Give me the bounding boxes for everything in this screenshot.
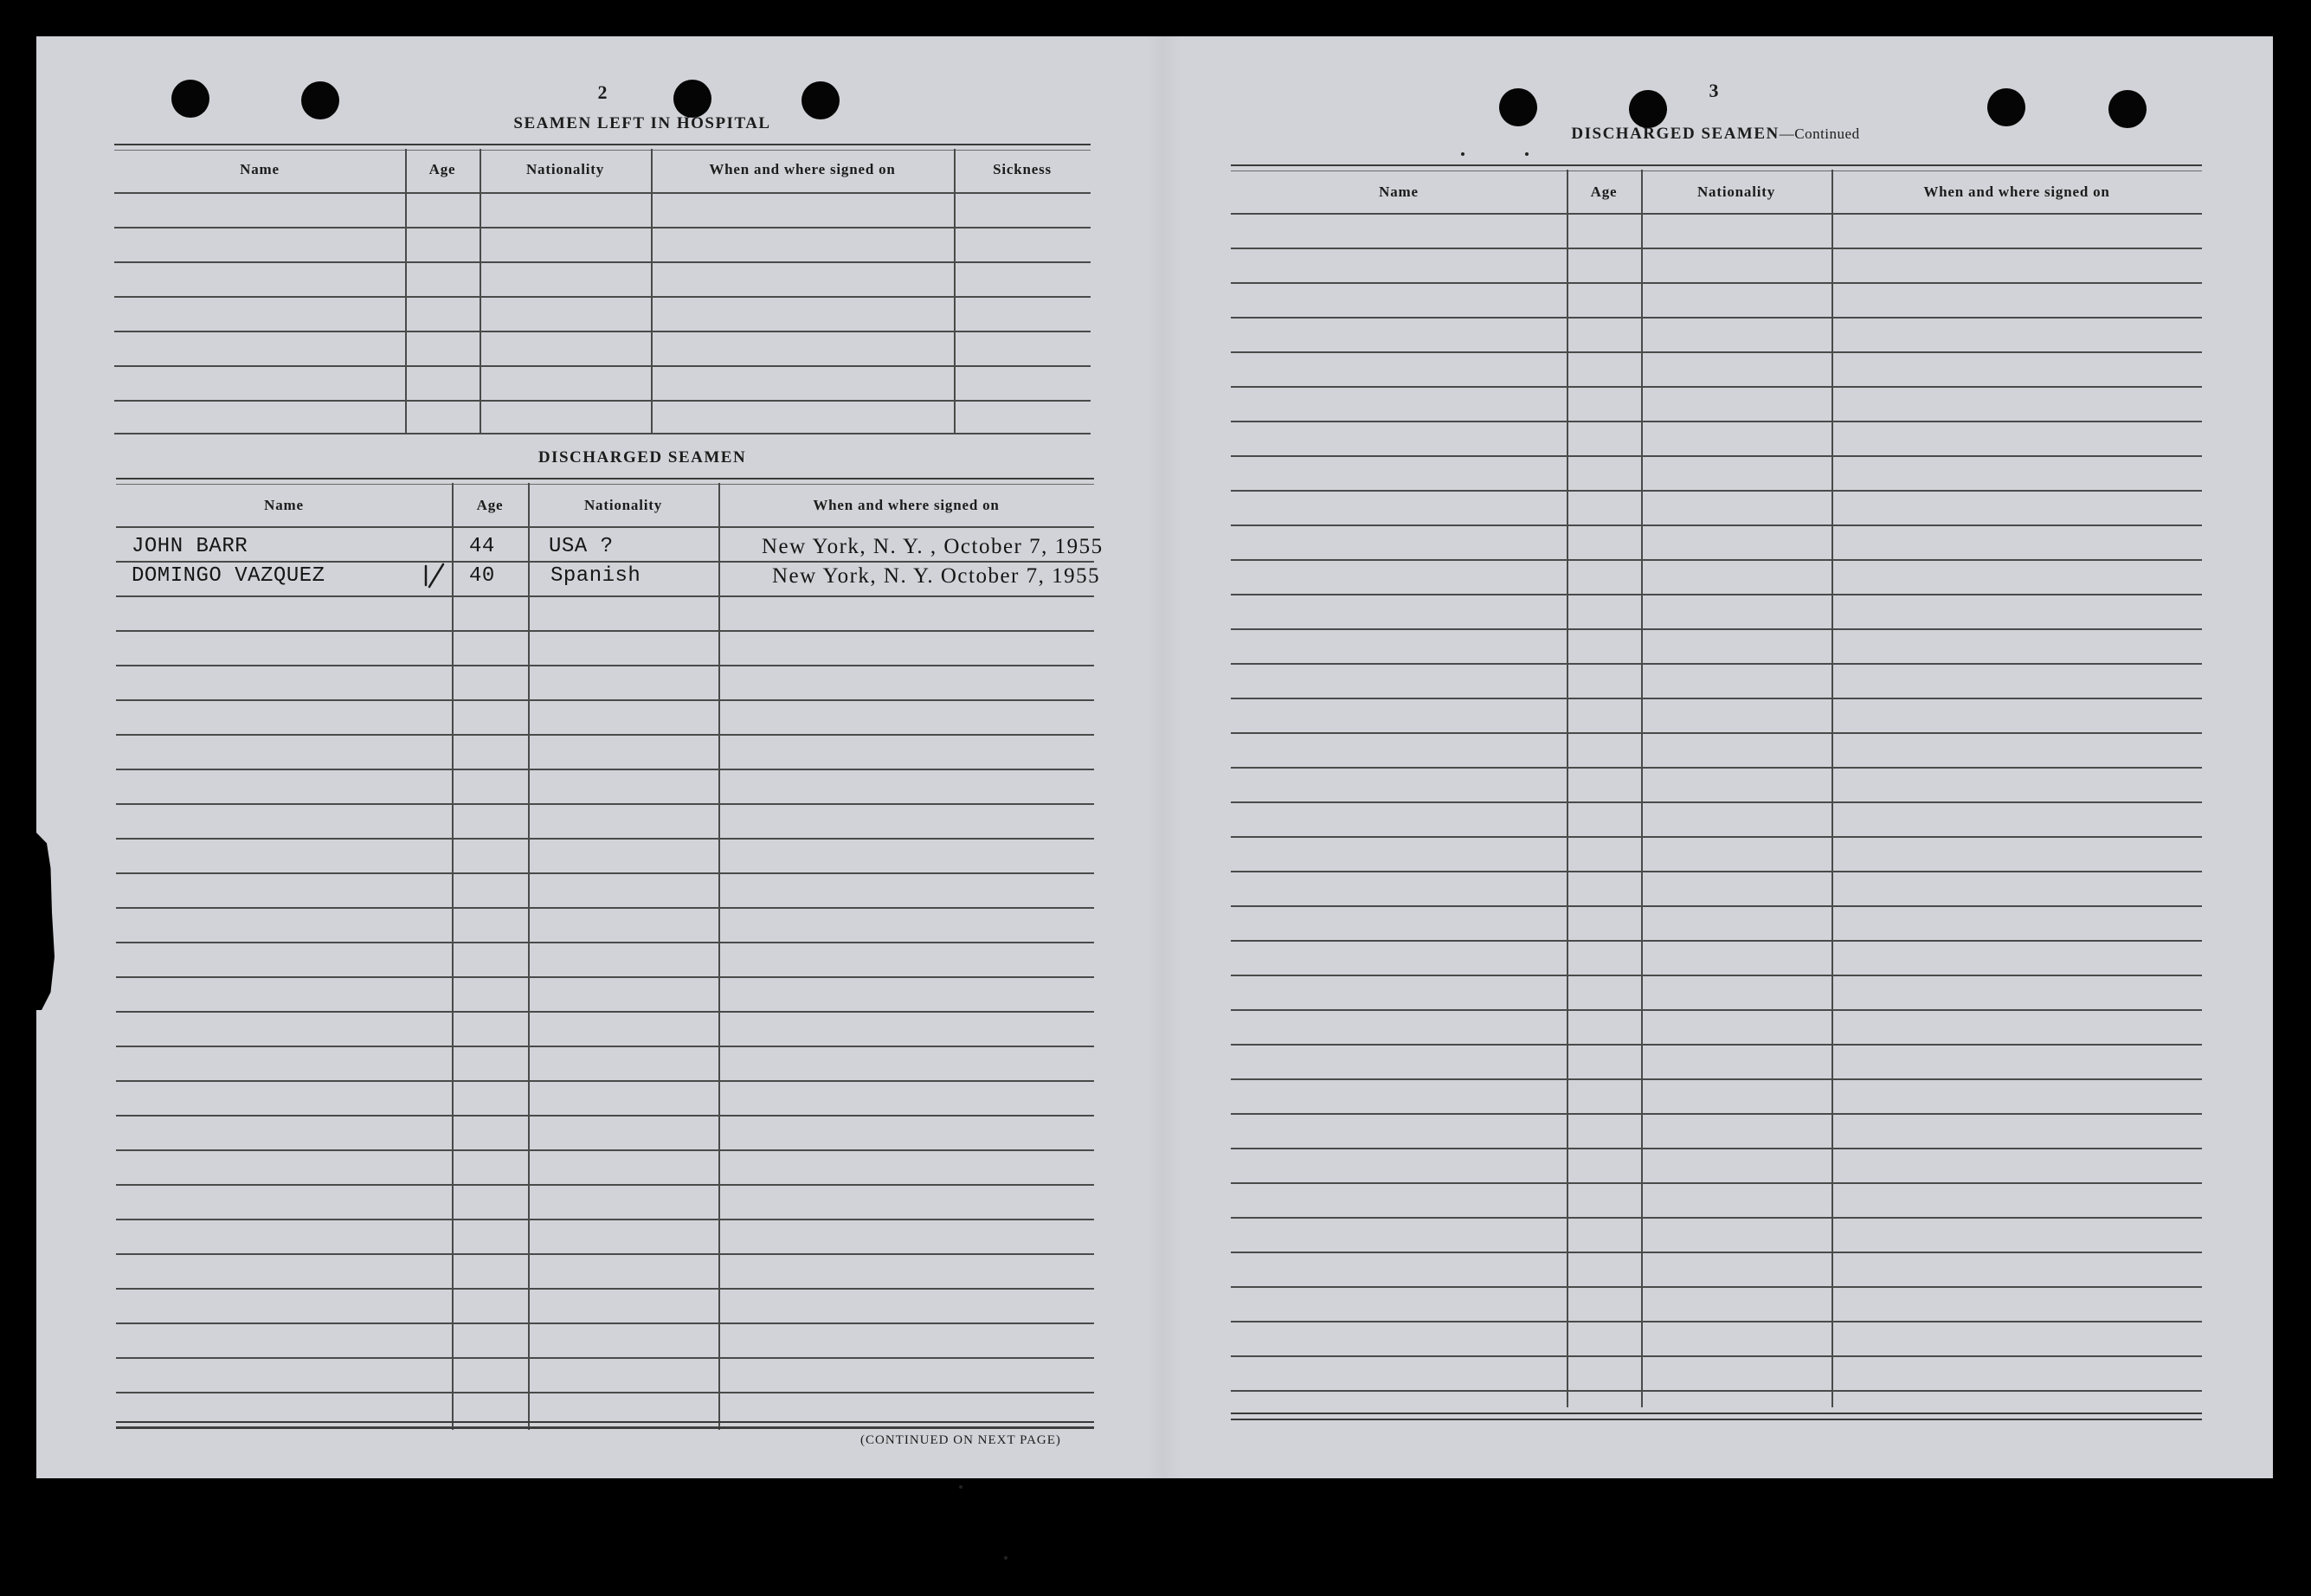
header-name: Name: [1379, 183, 1419, 200]
page-number-right: 3: [1709, 80, 1719, 101]
page-number-left: 2: [597, 81, 608, 103]
punch-hole: [1629, 90, 1667, 128]
discharged-table-continued: [1231, 164, 2202, 1463]
table-bottom-rule: [116, 1421, 1094, 1429]
discharged-section-title: DISCHARGED SEAMEN: [538, 448, 747, 467]
hospital-section-title: SEAMEN LEFT IN HOSPITAL: [513, 114, 771, 132]
right-title-text: DISCHARGED SEAMEN: [1571, 125, 1780, 143]
header-name: Name: [240, 161, 280, 177]
header-age: Age: [428, 161, 456, 177]
page-fold: [1146, 36, 1181, 1478]
header-nationality: Nationality: [583, 497, 663, 513]
right-section-title: [1456, 125, 1975, 144]
punch-hole: [1499, 88, 1537, 126]
row-signed-on: New York, N. Y. October 7, 1955: [772, 564, 1101, 588]
table-bottom-rule: [1231, 1413, 2202, 1420]
row-signed-on: New York, N. Y. , October 7, 1955: [762, 535, 1104, 558]
speck: [1004, 1556, 1007, 1560]
header-nationality: Nationality: [1696, 183, 1776, 200]
header-signed-on: When and where signed on: [813, 497, 1000, 513]
row-name: JOHN BARR: [132, 535, 248, 558]
speck: [1525, 152, 1529, 156]
header-age: Age: [1590, 183, 1618, 200]
row-age: 40: [469, 564, 495, 588]
hospital-table: [114, 144, 1091, 434]
punch-hole: [2108, 90, 2147, 128]
header-signed-on: When and where signed on: [1923, 183, 2110, 200]
speck: [959, 1485, 962, 1489]
row-age: 44: [469, 535, 495, 558]
header-age: Age: [476, 497, 504, 513]
header-nationality: Nationality: [525, 161, 605, 177]
continued-note: (CONTINUED ON NEXT PAGE): [860, 1433, 1061, 1447]
row-nationality: Spanish: [550, 564, 641, 588]
punch-hole: [171, 80, 209, 118]
ledger-sheet: [36, 36, 2273, 1478]
punch-hole: [1987, 88, 2025, 126]
header-name: Name: [264, 497, 304, 513]
right-title-suffix: —Continued: [1779, 125, 1860, 142]
torn-edge: [36, 833, 62, 1010]
row-nationality: USA ?: [549, 535, 614, 558]
punch-hole: [301, 81, 339, 119]
speck: [1461, 152, 1464, 156]
discharged-table: [116, 478, 1104, 1456]
punch-hole: [673, 80, 711, 118]
row-name: DOMINGO VAZQUEZ: [132, 564, 325, 588]
header-sickness: Sickness: [993, 161, 1052, 177]
header-signed-on: When and where signed on: [709, 161, 896, 177]
checkmark-icon: [422, 563, 447, 589]
